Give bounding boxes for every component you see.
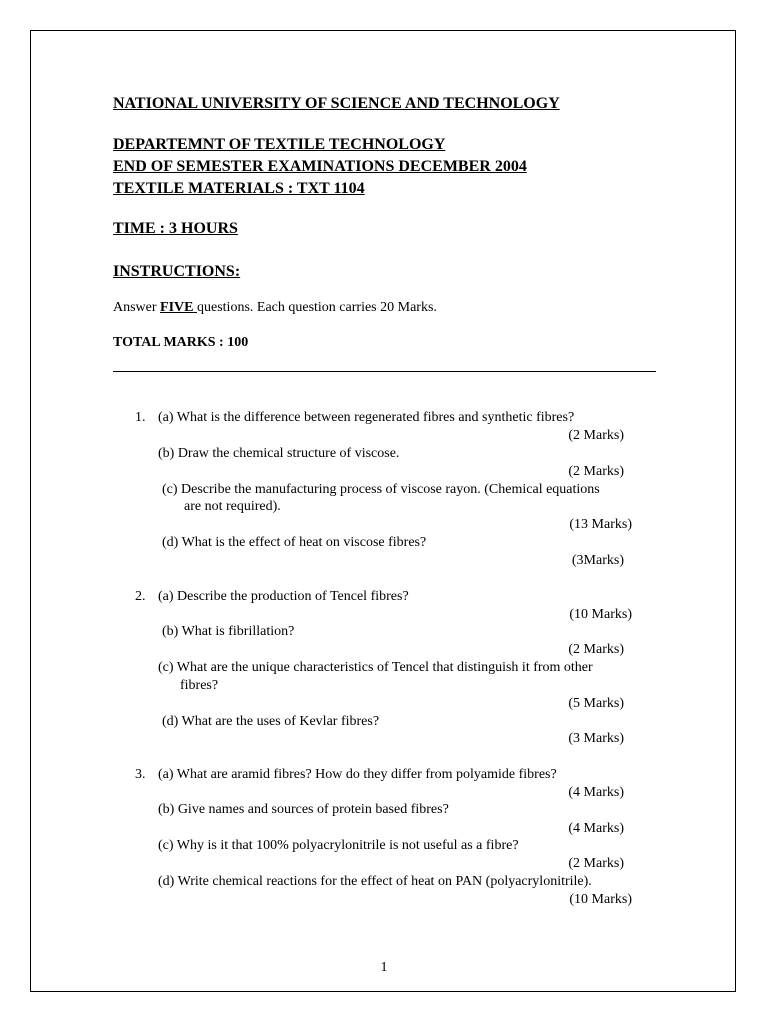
question-part: (d) Write chemical reactions for the effect of heat on PAN (polyacrylonitrile).: [158, 874, 592, 889]
instructions-text: [113, 299, 437, 317]
page-number: 1: [380, 960, 388, 975]
exam-title: END OF SEMESTER EXAMINATIONS DECEMBER 2004: [113, 158, 527, 175]
question-part: (d) What is the effect of heat on viscose fibres?: [162, 535, 427, 550]
marks-label: (3 Marks): [568, 731, 624, 746]
instructions-heading: INSTRUCTIONS:: [113, 263, 241, 280]
question-part: (b) Draw the chemical structure of viscose.: [158, 446, 400, 461]
question-part: (a) What are aramid fibres? How do they differ from polyamide fibres?: [158, 767, 557, 782]
question-part: (c) What are the unique characteristics of Tencel that distinguish it from other: [158, 660, 593, 675]
marks-label: (2 Marks): [568, 464, 624, 479]
question-number: 2.: [135, 589, 146, 604]
question-part: (c) Describe the manufacturing process of viscose rayon. (Chemical equations: [162, 482, 600, 497]
question-part: (c) Why is it that 100% polyacrylonitrile is not useful as a fibre?: [158, 838, 519, 853]
marks-label: (4 Marks): [568, 821, 624, 836]
question-number: 3.: [135, 767, 146, 782]
marks-label: (2 Marks): [568, 856, 624, 871]
marks-label: (10 Marks): [569, 607, 632, 622]
question-part: (d) What are the uses of Kevlar fibres?: [162, 714, 380, 729]
question-part-continuation: fibres?: [180, 678, 219, 693]
instructions-pre: Answer: [113, 300, 161, 315]
marks-label: (4 Marks): [568, 785, 624, 800]
question-part: (b) What is fibrillation?: [162, 624, 295, 639]
marks-label: (3Marks): [571, 553, 624, 568]
separator-rule: [113, 371, 656, 372]
course-title: TEXTILE MATERIALS : TXT 1104: [113, 180, 365, 197]
marks-label: (5 Marks): [568, 696, 624, 711]
question-part: (a) What is the difference between regenerated fibres and synthetic fibres?: [158, 410, 575, 425]
total-marks: TOTAL MARKS : 100: [113, 335, 249, 350]
marks-label: (10 Marks): [569, 892, 632, 907]
question-part: (b) Give names and sources of protein based fibres?: [158, 802, 449, 817]
instructions-post: questions. Each question carries 20 Marks.: [197, 300, 437, 315]
department-title: DEPARTEMNT OF TEXTILE TECHNOLOGY: [113, 136, 446, 153]
time-allowed: TIME : 3 HOURS: [113, 220, 238, 237]
instructions-emphasis: FIVE: [160, 300, 197, 315]
marks-label: (2 Marks): [568, 428, 624, 443]
marks-label: (13 Marks): [569, 517, 632, 532]
question-number: 1.: [135, 410, 146, 425]
question-part-continuation: are not required).: [184, 499, 281, 514]
question-part: (a) Describe the production of Tencel fibres?: [158, 589, 409, 604]
university-title: NATIONAL UNIVERSITY OF SCIENCE AND TECHNOLOGY: [113, 95, 560, 112]
marks-label: (2 Marks): [568, 642, 624, 657]
